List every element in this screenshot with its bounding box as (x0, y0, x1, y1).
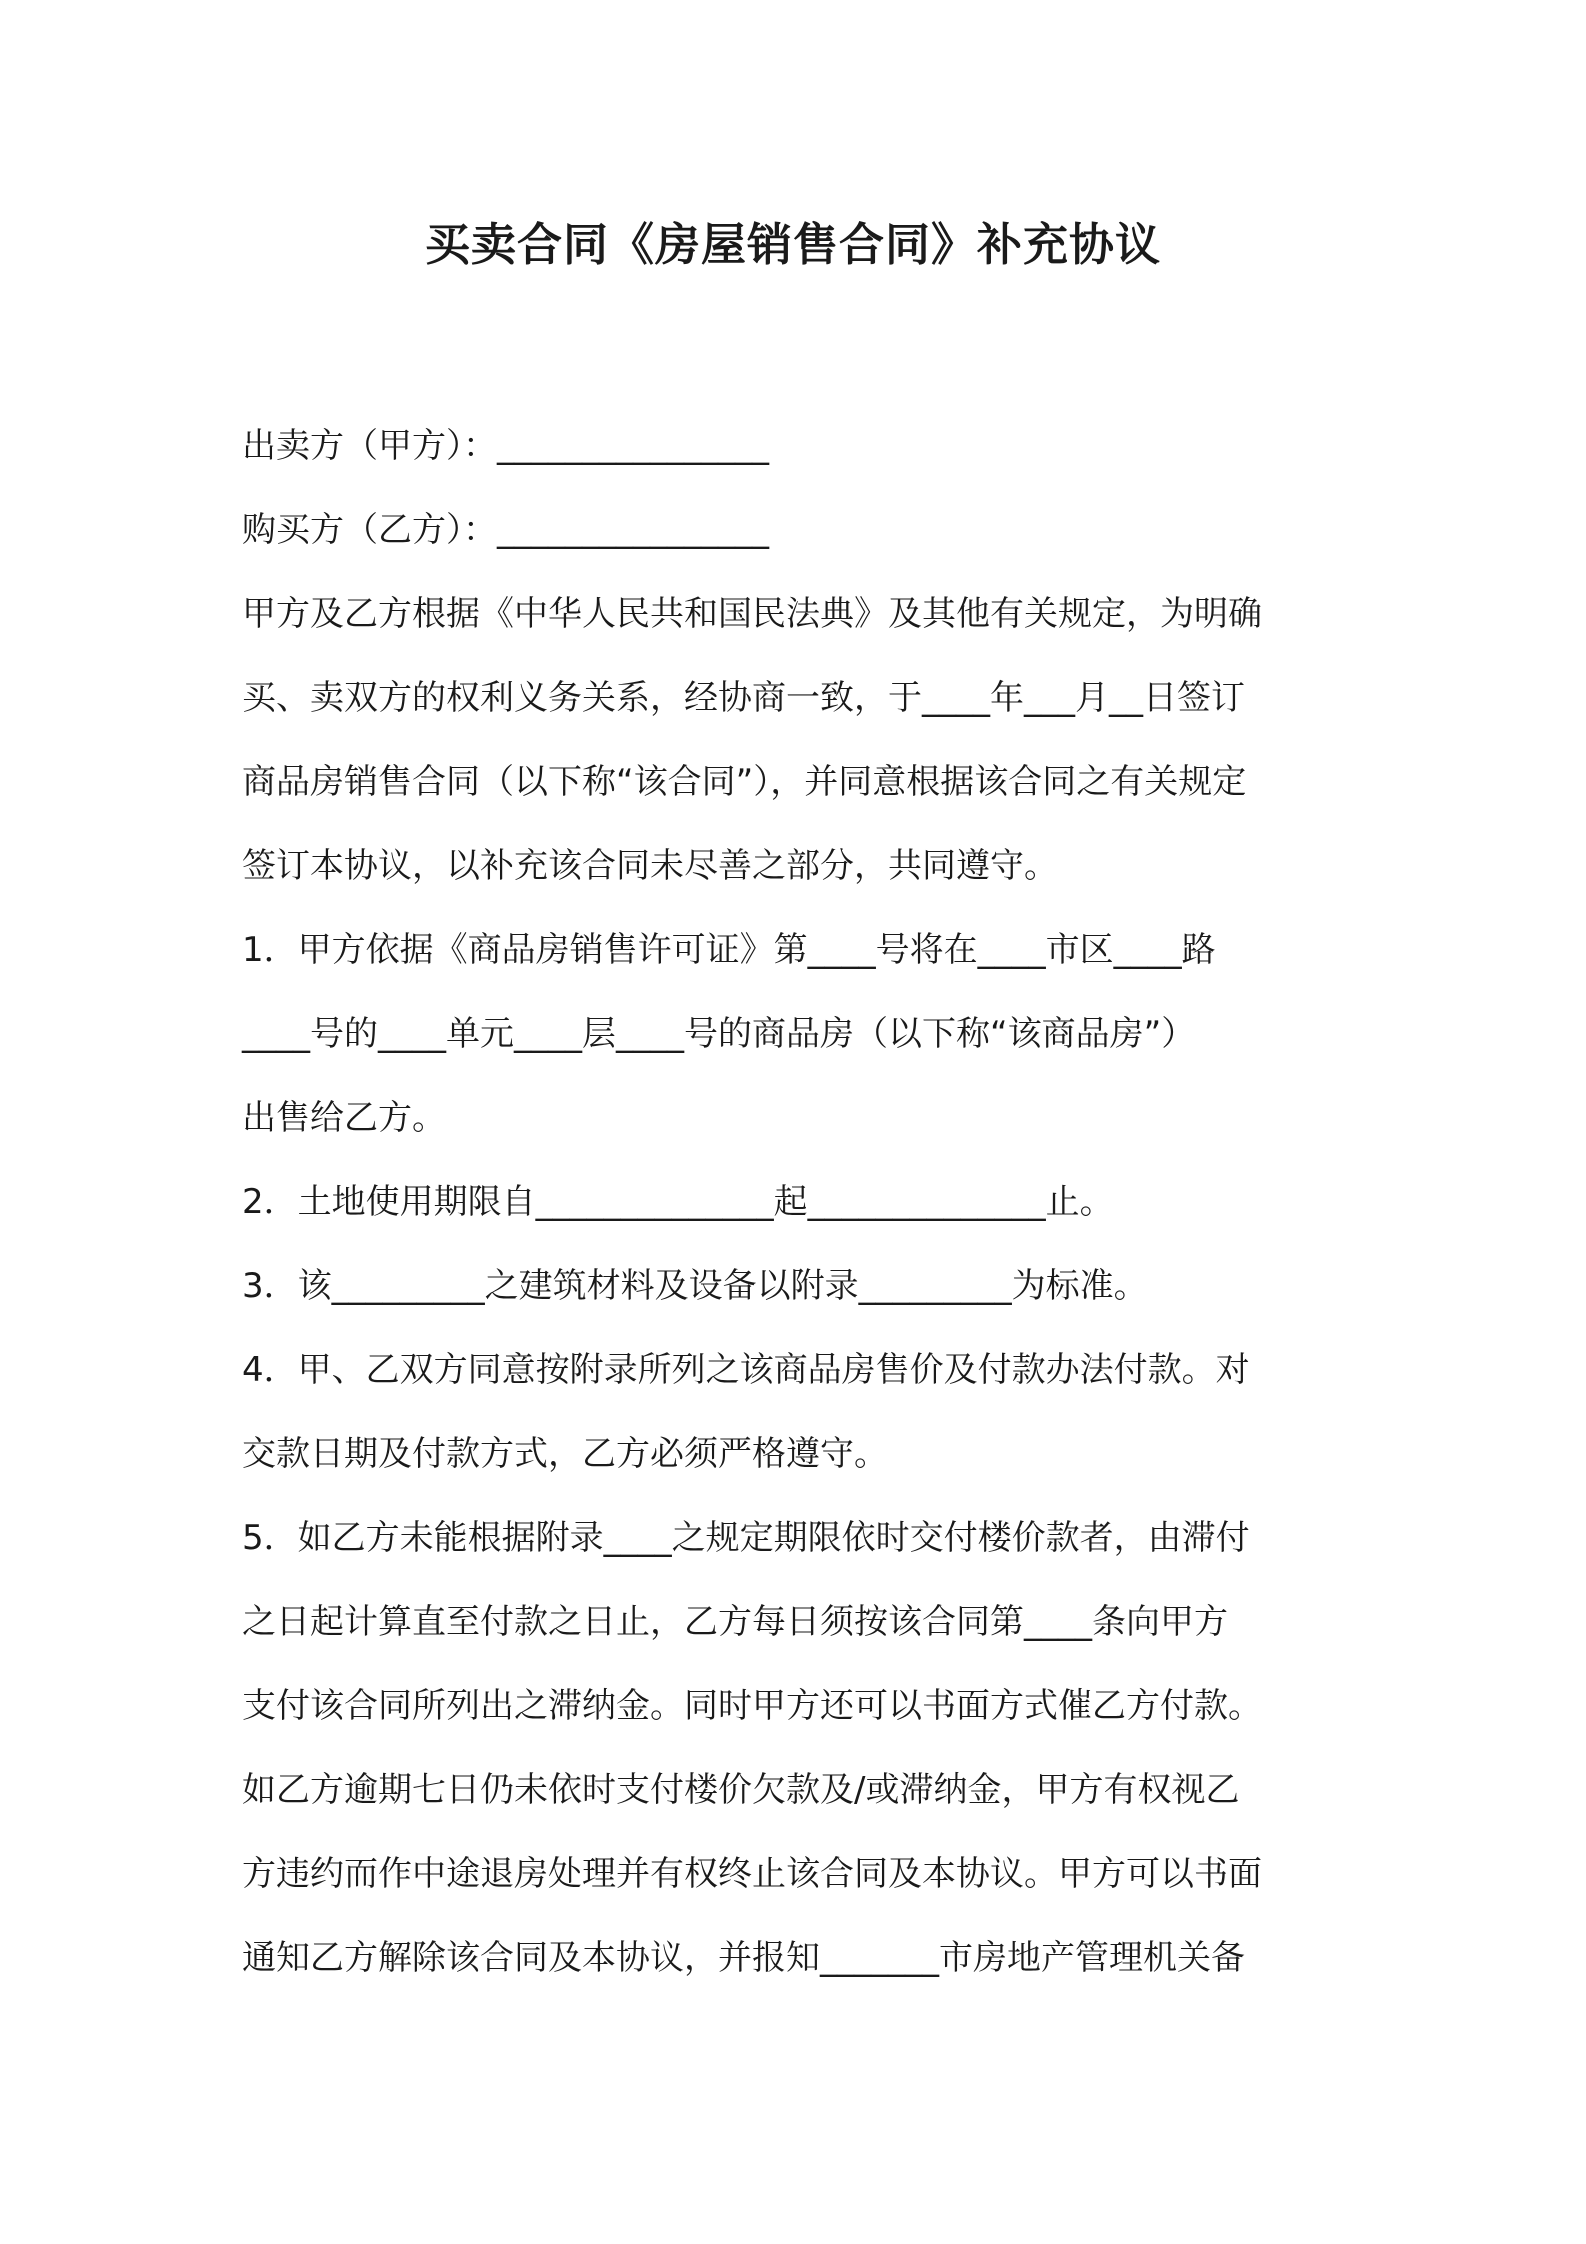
clause-1-line: 1．甲方依据《商品房销售许可证》第____号将在____市区____路 (242, 930, 1216, 970)
buyer-line: 购买方（乙方）：________________ (242, 510, 769, 550)
clause-5-line: 如乙方逾期七日仍未依时支付楼价欠款及/或滞纳金，甲方有权视乙 (242, 1770, 1240, 1810)
clause-2-line: 2．土地使用期限自______________起______________止。 (242, 1182, 1114, 1222)
clause-5-line: 之日起计算直至付款之日止，乙方每日须按该合同第____条向甲方 (242, 1602, 1228, 1642)
clause-4-line: 交款日期及付款方式，乙方必须严格遵守。 (242, 1434, 888, 1474)
preamble-line: 甲方及乙方根据《中华人民共和国民法典》及其他有关规定，为明确 (242, 594, 1262, 634)
clause-5-line: 5．如乙方未能根据附录____之规定期限依时交付楼价款者，由滞付 (242, 1518, 1250, 1558)
document-title: 买卖合同《房屋销售合同》补充协议 (424, 218, 1161, 271)
clause-1-line: ____号的____单元____层____号的商品房（以下称“该商品房”） (242, 1014, 1196, 1054)
clause-3-line: 3．该_________之建筑材料及设备以附录_________为标准。 (242, 1266, 1148, 1306)
seller-line: 出卖方（甲方）：________________ (242, 426, 769, 466)
clause-5-line: 通知乙方解除该合同及本协议，并报知_______市房地产管理机关备 (242, 1938, 1245, 1978)
clause-4-line: 4．甲、乙双方同意按附录所列之该商品房售价及付款办法付款。对 (242, 1350, 1250, 1390)
clause-1-line: 出售给乙方。 (242, 1098, 446, 1138)
clause-5-line: 方违约而作中途退房处理并有权终止该合同及本协议。甲方可以书面 (242, 1854, 1262, 1894)
preamble-line: 商品房销售合同（以下称“该合同”），并同意根据该合同之有关规定 (242, 762, 1247, 802)
document-body (242, 404, 1362, 2000)
clause-5-line: 支付该合同所列出之滞纳金。同时甲方还可以书面方式催乙方付款。 (242, 1686, 1262, 1726)
preamble-line: 买、卖双方的权利义务关系，经协商一致，于____年___月__日签订 (242, 678, 1245, 718)
preamble-line: 签订本协议，以补充该合同未尽善之部分，共同遵守。 (242, 846, 1058, 886)
